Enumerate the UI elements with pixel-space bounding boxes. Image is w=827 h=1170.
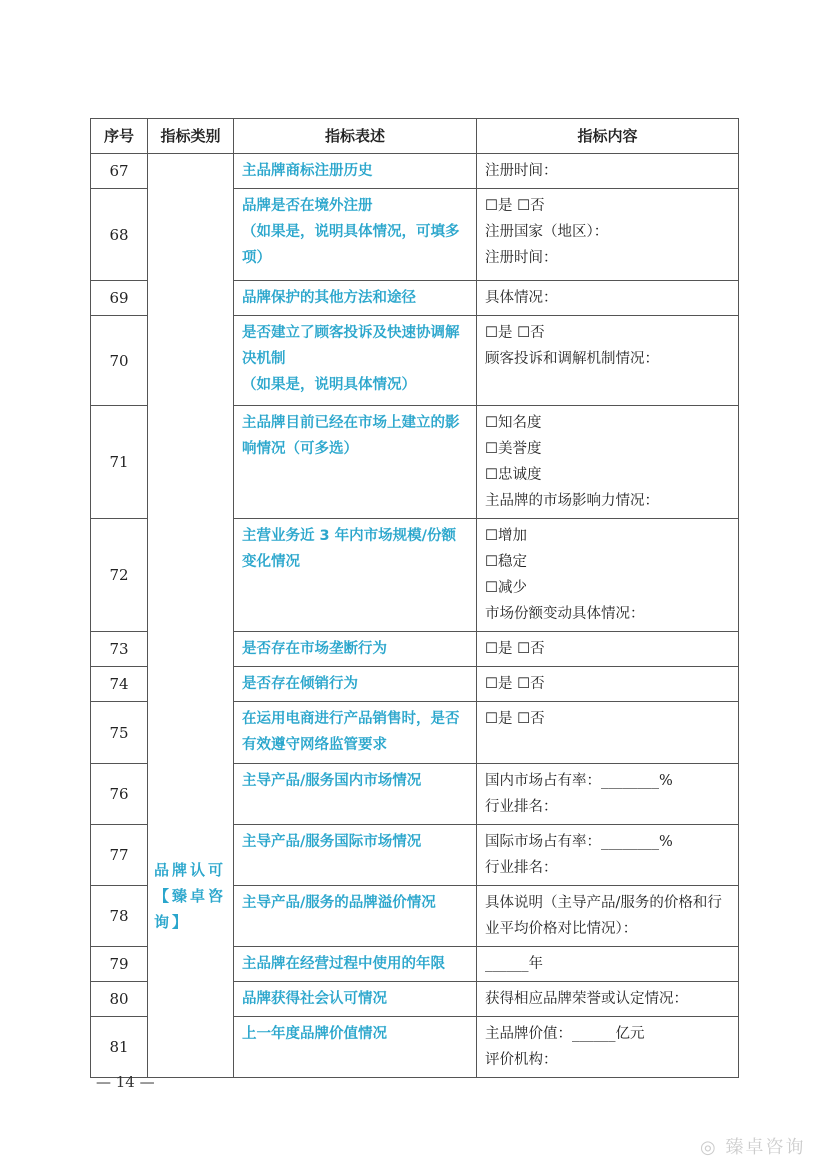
indicator-description [234,406,477,519]
content-line[interactable]: 主品牌价值：______亿元 [485,1026,645,1042]
indicator-content [477,154,739,189]
description-line: 是否存在倾销行为 [242,676,358,692]
row-number: 72 [91,519,148,632]
content-line[interactable]: 国际市场占有率：________% [485,834,673,850]
content-line: 具体说明（主导产品/服务的价格和行业平均价格对比情况）： [485,895,722,937]
indicator-description [234,1017,477,1078]
indicator-description [234,519,477,632]
indicator-content [477,632,739,667]
indicator-description [234,667,477,702]
content-line[interactable]: ☐是 ☐否 [485,676,545,692]
content-line: 注册时间： [485,250,558,266]
indicator-description [234,764,477,825]
indicator-content [477,316,739,406]
description-line: 在运用电商进行产品销售时，是否有效遵守网络监管要求 [242,711,460,753]
indicator-content [477,825,739,886]
row-number: 74 [91,667,148,702]
table-row [91,154,739,189]
description-line: 主品牌在经营过程中使用的年限 [242,956,445,972]
indicator-content [477,982,739,1017]
indicator-description [234,702,477,764]
content-line[interactable]: ☐增加 [485,528,527,544]
content-line[interactable]: ☐是 ☐否 [485,325,545,341]
header-category: 指标类别 [148,119,234,154]
content-line: 主品牌的市场影响力情况： [485,493,659,509]
row-number: 81 [91,1017,148,1078]
content-line[interactable]: ☐美誉度 [485,441,542,457]
row-number: 70 [91,316,148,406]
row-number: 78 [91,886,148,947]
description-line: 是否建立了顾客投诉及快速协调解决机制 [242,325,460,367]
row-number: 69 [91,281,148,316]
indicator-content [477,406,739,519]
indicator-content [477,1017,739,1078]
content-line[interactable]: ______年 [485,956,543,972]
row-number: 71 [91,406,148,519]
row-number: 77 [91,825,148,886]
indicator-description [234,154,477,189]
description-line: 主导产品/服务国际市场情况 [242,834,422,850]
row-number: 79 [91,947,148,982]
row-number: 67 [91,154,148,189]
header-content: 指标内容 [477,119,739,154]
content-line: 注册国家（地区）： [485,224,609,240]
indicator-description [234,886,477,947]
content-line[interactable]: ☐减少 [485,580,527,596]
description-line: 主导产品/服务的品牌溢价情况 [242,895,436,911]
content-line[interactable]: ☐知名度 [485,415,542,431]
description-line: 品牌是否在境外注册 [242,198,373,214]
description-line: 主导产品/服务国内市场情况 [242,773,422,789]
content-line[interactable]: 国内市场占有率：________% [485,773,673,789]
row-number: 76 [91,764,148,825]
content-line[interactable]: ☐是 ☐否 [485,711,545,727]
watermark [700,1133,805,1159]
description-line: 是否存在市场垄断行为 [242,641,387,657]
content-line: 行业排名： [485,860,558,876]
content-line: 具体情况： [485,290,558,306]
description-line: 品牌获得社会认可情况 [242,991,387,1007]
category-label: 品牌认可【臻卓咨询】 [154,860,227,931]
content-line[interactable]: ☐是 ☐否 [485,641,545,657]
header-description: 指标表述 [234,119,477,154]
category-cell [148,154,234,1078]
content-line: 注册时间： [485,163,558,179]
watermark-text: 臻卓咨询 [725,1137,806,1158]
indicator-description [234,189,477,281]
weibo-icon: ◎ [700,1137,718,1158]
indicator-description [234,947,477,982]
description-line: 品牌保护的其他方法和途径 [242,290,416,306]
indicator-description [234,632,477,667]
content-line: 行业排名： [485,799,558,815]
indicator-content [477,281,739,316]
indicator-content [477,189,739,281]
indicator-description [234,281,477,316]
indicator-content [477,764,739,825]
indicator-content [477,947,739,982]
indicator-content [477,519,739,632]
content-line: 评价机构： [485,1052,558,1068]
description-line: 主品牌目前已经在市场上建立的影响情况（可多选） [242,415,460,457]
page-number: — 14 — [96,1073,155,1091]
description-line: 上一年度品牌价值情况 [242,1026,387,1042]
description-line: （如果是，说明具体情况） [242,377,416,393]
description-line: 主品牌商标注册历史 [242,163,373,179]
row-number: 68 [91,189,148,281]
content-line[interactable]: ☐忠诚度 [485,467,542,483]
content-line: 顾客投诉和调解机制情况： [485,351,659,367]
row-number: 73 [91,632,148,667]
content-line[interactable]: ☐是 ☐否 [485,198,545,214]
indicator-description [234,825,477,886]
content-line[interactable]: ☐稳定 [485,554,527,570]
description-line: （如果是，说明具体情况，可填多项） [242,224,460,266]
content-line: 市场份额变动具体情况： [485,606,645,622]
row-number: 75 [91,702,148,764]
description-line: 主营业务近 3 年内市场规模/份额变化情况 [242,528,456,570]
table-header-row [91,119,739,154]
indicator-content [477,702,739,764]
indicator-content [477,667,739,702]
indicator-content [477,886,739,947]
indicator-description [234,316,477,406]
header-num: 序号 [91,119,148,154]
indicator-table [90,118,739,1078]
row-number: 80 [91,982,148,1017]
indicator-description [234,982,477,1017]
content-line: 获得相应品牌荣誉或认定情况： [485,991,688,1007]
